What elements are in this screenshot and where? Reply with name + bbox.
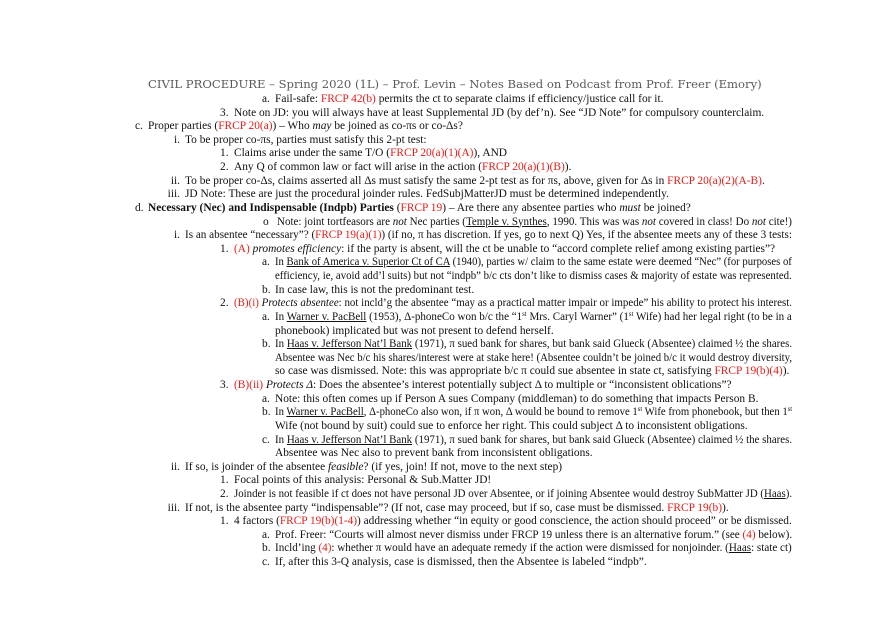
line-text bbox=[185, 228, 792, 242]
line-text bbox=[148, 119, 463, 133]
rule-reference: FRCP 20(a) bbox=[218, 120, 273, 133]
rule-reference: FRCP 19(b) bbox=[667, 501, 723, 514]
emphasis-text: not bbox=[641, 215, 657, 228]
text-span: be joined? bbox=[640, 201, 691, 214]
case-citation: Bank of America v. Superior Ct of CA bbox=[286, 256, 450, 269]
line-text bbox=[234, 487, 792, 501]
text-span: To be proper co-πs, parties must satisfy this 2-pt test: bbox=[185, 133, 427, 146]
line-text bbox=[275, 528, 792, 542]
text-span: permits the ct to separate claims if efficiency/justice call for it. bbox=[375, 93, 664, 105]
outline-line bbox=[0, 160, 880, 174]
case-citation: Temple v. Synthes bbox=[465, 215, 547, 228]
text-span: . bbox=[761, 174, 765, 187]
outline-line bbox=[0, 146, 880, 160]
line-text bbox=[275, 310, 792, 324]
text-span: Note on JD: you will always have at least Supplemental JD (by def’n). See “JD Note” for compulsory counterclaim. bbox=[234, 106, 765, 119]
list-marker: ii. bbox=[170, 174, 180, 187]
text-span: (1971), π sued bank for shares, but bank said Glueck (Absentee) claimed ½ the shares. bbox=[412, 433, 793, 446]
list-marker: 3. bbox=[220, 379, 229, 392]
text-span: ). bbox=[564, 161, 572, 174]
emphasis-text: promotes efficiency bbox=[252, 242, 342, 255]
page-header-title: CIVIL PROCEDURE – Spring 2020 (1L) – Prof. Levin – Notes Based on Podcast from Prof. Freer (Emory) bbox=[148, 77, 762, 91]
outline-line bbox=[0, 351, 880, 365]
text-span: Wife) had her legal right (to be in a bbox=[633, 310, 792, 323]
text-span: Any Q of common law or fact will arise in the action ( bbox=[234, 161, 482, 174]
superscript: st bbox=[522, 309, 527, 318]
outline-line bbox=[0, 528, 880, 542]
text-span: Fail-safe: bbox=[275, 93, 321, 105]
outline-line bbox=[0, 106, 880, 120]
emphasis-text: may bbox=[312, 120, 332, 133]
outline-line bbox=[0, 378, 880, 392]
text-span: In bbox=[275, 433, 287, 446]
list-marker: iii. bbox=[167, 188, 180, 201]
line-text bbox=[234, 242, 775, 256]
text-span: If not, is the absentee party “indispensable”? (If not, case may proceed, but if so, case must be dismissed. bbox=[185, 501, 668, 514]
text-span: Mrs. Caryl Warner” (1 bbox=[526, 310, 629, 323]
line-text bbox=[234, 378, 732, 392]
outline-line bbox=[0, 460, 880, 474]
rule-reference: FRCP 42(b) bbox=[320, 93, 376, 105]
line-text bbox=[275, 255, 792, 269]
list-marker: a. bbox=[262, 528, 270, 541]
line-text bbox=[275, 351, 792, 365]
superscript: st bbox=[787, 405, 793, 414]
line-text bbox=[275, 433, 792, 447]
line-text bbox=[234, 296, 792, 310]
outline-line bbox=[0, 487, 880, 501]
bullet-icon: o bbox=[263, 215, 269, 228]
list-marker: c. bbox=[262, 556, 270, 569]
case-citation: Haas v. Jefferson Nat’l Bank bbox=[286, 338, 413, 351]
outline-line bbox=[0, 324, 880, 338]
list-marker: 1. bbox=[220, 242, 229, 255]
outline-line bbox=[0, 310, 880, 324]
rule-reference: FRCP 19(a)(1) bbox=[315, 229, 382, 242]
list-marker: 3. bbox=[220, 106, 229, 119]
text-span: Prof. Freer: “Courts will almost never dismiss under FRCP 19 unless there is an alternative forum.” (see bbox=[275, 528, 743, 541]
outline-line bbox=[0, 174, 880, 188]
list-marker: 2. bbox=[220, 161, 229, 174]
text-span: , Δ-phoneCo also won, if π won, Δ would be bound to remove 1 bbox=[363, 406, 638, 419]
outline-line bbox=[0, 283, 880, 297]
text-span: If, after this 3-Q analysis, case is dismissed, then the Absentee is labeled “indpb”. bbox=[275, 556, 647, 569]
superscript: st bbox=[637, 405, 643, 414]
text-span: Note: this often comes up if Person A sues Company (middleman) to do something that impacts Person B. bbox=[275, 392, 759, 405]
outline-line bbox=[0, 133, 880, 147]
rule-reference: FRCP 19 bbox=[400, 201, 443, 214]
list-marker: iii. bbox=[167, 501, 180, 514]
list-marker: 1. bbox=[220, 515, 229, 528]
text-span: If so, is joinder of the absentee bbox=[185, 460, 328, 473]
list-marker: c. bbox=[135, 120, 143, 133]
line-text bbox=[234, 106, 764, 120]
list-marker: d. bbox=[135, 201, 144, 214]
line-text bbox=[185, 460, 562, 474]
line-text bbox=[275, 392, 758, 406]
text-span: In bbox=[275, 310, 287, 323]
text-span: : not incld’g the absentee “may as a practical matter impair or impede” his ability to protect his interest. bbox=[338, 297, 793, 310]
outline-line bbox=[0, 555, 880, 569]
line-text bbox=[234, 160, 571, 174]
outline-line bbox=[0, 541, 880, 555]
outline-line bbox=[0, 419, 880, 433]
text-span: : Does the absentee’s interest potentially subject Δ to multiple or “inconsistent oblications”? bbox=[313, 379, 732, 392]
case-citation: Haas bbox=[764, 487, 786, 500]
list-marker: b. bbox=[262, 283, 271, 296]
line-text bbox=[275, 324, 554, 338]
outline-line bbox=[0, 392, 880, 406]
text-span: In bbox=[275, 256, 287, 269]
text-span: To be proper co-Δs, claims asserted all Δs must satisfy the same 2-pt test as for πs, above, given for Δs in bbox=[185, 174, 668, 187]
text-span: Note: joint tortfeasors are bbox=[277, 215, 393, 228]
outline-line bbox=[0, 228, 880, 242]
rule-reference: FRCP 20(a)(1)(B) bbox=[482, 161, 565, 174]
outline-line bbox=[0, 473, 880, 487]
line-text bbox=[234, 514, 792, 528]
text-span: Focal points of this analysis: Personal & Sub.Matter JD! bbox=[234, 474, 492, 487]
emphasis-text: Protects Δ bbox=[265, 379, 314, 392]
line-text bbox=[275, 405, 792, 419]
text-span: ) – Who bbox=[272, 120, 313, 133]
text-span: be joined as co-πs or co-Δs? bbox=[331, 120, 463, 133]
text-span: Joinder is not feasible if ct does not have personal JD over Absentee, or if joining Absentee would destroy SubMatter JD ( bbox=[234, 487, 765, 500]
emphasis-text: Protects absentee bbox=[261, 297, 339, 310]
line-text bbox=[185, 174, 765, 188]
case-citation: Warner v. PacBell bbox=[286, 406, 364, 419]
outline-line bbox=[0, 215, 880, 229]
emphasis-text: not bbox=[392, 215, 407, 228]
rule-reference: FRCP 20(a)(1)(A) bbox=[390, 147, 474, 160]
text-span: (1953), Δ-phoneCo won b/c the “1 bbox=[366, 310, 523, 323]
emphasis-text: must bbox=[619, 201, 641, 214]
list-marker: 2. bbox=[220, 487, 229, 500]
text-span: (1940), parties w/ claim to the same estate were deemed “Nec” (for purposes of bbox=[449, 256, 792, 269]
text-span: ) addressing whether “in equity or good conscience, the action should proceed” or be dismissed. bbox=[357, 515, 792, 528]
outline-line bbox=[0, 242, 880, 256]
line-text bbox=[275, 419, 748, 433]
list-marker: a. bbox=[262, 392, 270, 405]
text-span: Proper parties ( bbox=[148, 120, 219, 133]
list-marker: b. bbox=[262, 542, 271, 555]
text-span: Absentee was Nec also to prevent bank from inconsistent obligations. bbox=[275, 447, 593, 460]
line-text bbox=[185, 187, 669, 201]
text-span: Nec parties ( bbox=[406, 215, 466, 228]
text-span: cite!) bbox=[765, 215, 792, 228]
rule-reference: (4) bbox=[742, 528, 756, 541]
outline-line bbox=[0, 514, 880, 528]
rule-reference: (B)(i) bbox=[234, 297, 259, 310]
emphasis-text: feasible bbox=[327, 460, 364, 473]
line-text bbox=[148, 201, 691, 215]
text-span: : if the party is absent, will the ct be unable to “accord complete relief among existing parties”? bbox=[341, 242, 776, 255]
case-citation: Warner v. PacBell bbox=[286, 310, 367, 323]
outline-line bbox=[0, 446, 880, 460]
text-span: covered in class! Do bbox=[656, 215, 752, 228]
list-marker: i. bbox=[173, 229, 180, 242]
outline-line bbox=[0, 187, 880, 201]
outline-line bbox=[0, 433, 880, 447]
text-span: ). bbox=[722, 501, 729, 514]
text-span: so case was dismissed. Note: this was appropriate b/c π could sue absentee in state ct, satisfying bbox=[275, 365, 715, 378]
line-text bbox=[185, 501, 729, 515]
text-span: ( bbox=[393, 201, 401, 214]
text-span: Is an absentee “necessary”? ( bbox=[185, 229, 316, 242]
outline-line bbox=[0, 296, 880, 310]
line-text bbox=[275, 541, 792, 555]
text-span: 4 factors ( bbox=[234, 515, 280, 528]
text-span: ). bbox=[782, 365, 790, 378]
list-marker: b. bbox=[262, 338, 271, 351]
text-span: In case law, this is not the predominant test. bbox=[275, 283, 475, 296]
outline-line bbox=[0, 269, 880, 283]
text-span: , 1990. This was was bbox=[546, 215, 642, 228]
text-span: Claims arise under the same T/O ( bbox=[234, 147, 391, 160]
text-span: : whether π would have an adequate remedy if the action were dismissed for nonjoinder. ( bbox=[331, 542, 729, 555]
outline-line bbox=[0, 405, 880, 419]
list-marker: a. bbox=[262, 93, 270, 105]
text-span: ) – Are there any absentee parties who bbox=[442, 201, 620, 214]
rule-reference: FRCP 19(b)(1-4) bbox=[279, 515, 358, 528]
line-text bbox=[234, 146, 507, 160]
line-text bbox=[275, 337, 792, 351]
line-text bbox=[275, 555, 647, 569]
list-marker: 1. bbox=[220, 147, 229, 160]
outline-line bbox=[0, 201, 880, 215]
outline-line bbox=[0, 92, 880, 106]
text-span: ? (if yes, join! If not, move to the next step) bbox=[363, 460, 563, 473]
text-span: JD Note: These are just the procedural joinder rules. FedSubjMatterJD must be determined independently. bbox=[185, 188, 669, 201]
list-marker: 1. bbox=[220, 474, 229, 487]
line-text bbox=[275, 92, 663, 106]
text-span: efficiency, ie, avoid add’l suits) but not “indpb” b/c cts don’t like to dismiss cases & majority of estate was represented. bbox=[275, 270, 792, 283]
list-marker: c. bbox=[262, 433, 270, 446]
outline-line bbox=[0, 119, 880, 133]
heading-text: Necessary (Nec) and Indispensable (Indpb) Parties bbox=[148, 201, 394, 214]
text-span: Incld’ing bbox=[275, 542, 319, 555]
case-citation: Haas bbox=[728, 542, 752, 555]
rule-reference: (A) bbox=[234, 242, 250, 255]
line-text bbox=[275, 364, 789, 378]
outline-line bbox=[0, 364, 880, 378]
text-span: Wife from phonebook, but then 1 bbox=[642, 406, 788, 419]
line-text bbox=[185, 133, 427, 147]
text-span: In bbox=[275, 338, 287, 351]
list-marker: 2. bbox=[220, 297, 229, 310]
outline-line bbox=[0, 501, 880, 515]
line-text bbox=[275, 283, 474, 297]
text-span: Wife (not bound by suit) could sue to enforce her right. This could subject Δ to inconsistent obligations. bbox=[275, 419, 748, 432]
list-marker: ii. bbox=[170, 460, 180, 473]
list-marker: a. bbox=[262, 310, 270, 323]
text-span: (1971), π sued bank for shares, but bank said Glueck (Absentee) claimed ½ the shares. bbox=[412, 338, 793, 351]
text-span: : state ct) bbox=[751, 542, 792, 555]
line-text bbox=[275, 446, 593, 460]
text-span: Absentee was Nec b/c his shares/interest were at stake here! (Absentee couldn’t be joined b/c it would destroy diversity, bbox=[275, 351, 793, 364]
rule-reference: (4) bbox=[318, 542, 332, 555]
outline-line bbox=[0, 337, 880, 351]
list-marker: i. bbox=[173, 133, 180, 146]
emphasis-text: not bbox=[751, 215, 766, 228]
line-text bbox=[277, 215, 792, 229]
text-span: ). bbox=[785, 487, 793, 500]
rule-reference: FRCP 19(b)(4) bbox=[714, 365, 783, 378]
text-span: phonebook) implicated but was not present to defend herself. bbox=[275, 324, 554, 337]
text-span: ), AND bbox=[473, 147, 508, 160]
list-marker: a. bbox=[262, 256, 270, 269]
line-text bbox=[275, 269, 792, 283]
superscript: st bbox=[628, 309, 634, 318]
rule-reference: (B)(ii) bbox=[234, 379, 264, 392]
case-citation: Haas v. Jefferson Nat’l Bank bbox=[286, 433, 413, 446]
rule-reference: FRCP 20(a)(2)(A-B) bbox=[667, 174, 762, 187]
line-text bbox=[234, 473, 491, 487]
outline-line bbox=[0, 255, 880, 269]
text-span: In bbox=[275, 406, 287, 419]
list-marker: b. bbox=[262, 406, 271, 419]
text-span: below). bbox=[755, 528, 793, 541]
text-span: ) (if no, π has discretion. If yes, go to next Q) Yes, if the absentee meets any of these 3 tests: bbox=[381, 229, 792, 242]
